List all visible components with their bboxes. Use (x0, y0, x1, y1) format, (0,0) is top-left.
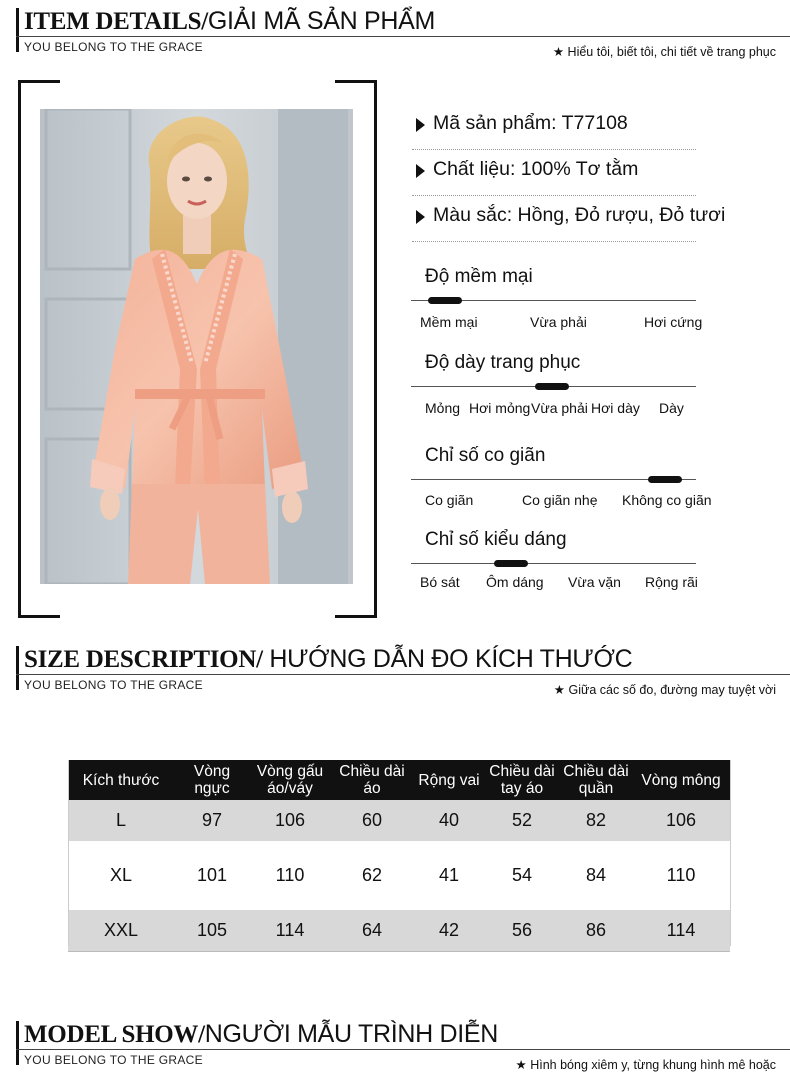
frame-bracket-left (18, 80, 21, 618)
table-cell: 106 (250, 800, 330, 841)
header-bar (16, 646, 19, 690)
header-rule (16, 674, 790, 675)
frame-bracket-right-top (335, 80, 377, 83)
item-details-title: ITEM DETAILS/GIẢI MÃ SẢN PHẨM (24, 7, 436, 35)
dotted-divider (412, 195, 696, 196)
table-cell: 84 (560, 841, 632, 910)
model-show-note: ★ Hình bóng xiêm y, từng khung hình mê hoặc (515, 1058, 776, 1072)
table-cell: 62 (330, 841, 414, 910)
product-code-row (412, 110, 696, 150)
size-table (68, 760, 730, 952)
stretch-indicator (648, 476, 682, 483)
table-cell: 97 (174, 800, 250, 841)
thickness-option: Mỏng (425, 400, 461, 416)
fit-label: Chỉ số kiểu dáng (425, 529, 567, 550)
table-cell: 42 (414, 910, 484, 952)
dotted-divider (412, 241, 696, 242)
thickness-option: Dày (659, 400, 684, 416)
thickness-option: Hơi mỏng (469, 400, 531, 416)
header-rule (16, 36, 790, 37)
header-rule (16, 1049, 790, 1050)
table-cell: XL (68, 841, 174, 910)
item-details-tagline: YOU BELONG TO THE GRACE (24, 40, 203, 54)
softness-option: Hơi cứng (644, 314, 703, 330)
frame-bracket-right (374, 80, 377, 618)
fit-scale (411, 527, 701, 597)
column-header: Chiều dài tay áo (484, 760, 560, 800)
model-illustration (40, 109, 353, 584)
stretch-label: Chỉ số co giãn (425, 445, 546, 466)
item-details-note: ★ Hiểu tôi, biết tôi, chi tiết về trang phục (552, 45, 776, 59)
column-header: Chiều dài quần (560, 760, 632, 800)
table-row (68, 910, 730, 952)
column-header: Kích thước (68, 760, 174, 800)
column-header: Vòng mông (632, 760, 730, 800)
thickness-indicator (535, 383, 569, 390)
fit-indicator (494, 560, 528, 567)
triangle-bullet-icon (416, 164, 425, 178)
table-cell: 114 (250, 910, 330, 952)
softness-label: Độ mềm mại (425, 266, 533, 287)
table-cell: 110 (632, 841, 730, 910)
frame-bracket-right-bottom (335, 615, 377, 618)
product-colors-row (412, 202, 726, 242)
table-cell: 56 (484, 910, 560, 952)
column-header: Vòng gấu áo/váy (250, 760, 330, 800)
item-details-header (16, 6, 790, 62)
fit-option: Ôm dáng (486, 574, 544, 590)
stretch-scale (411, 443, 712, 513)
header-bar (16, 1021, 19, 1065)
stretch-option: Co giãn nhẹ (522, 492, 598, 508)
frame-bracket-left-top (18, 80, 60, 83)
table-cell: 114 (632, 910, 730, 952)
column-header: Chiều dài áo (330, 760, 414, 800)
model-show-tagline: YOU BELONG TO THE GRACE (24, 1053, 203, 1067)
scale-line (411, 563, 696, 564)
table-cell: 64 (330, 910, 414, 952)
table-header-row (68, 760, 730, 800)
triangle-bullet-icon (416, 210, 425, 224)
table-cell: 60 (330, 800, 414, 841)
stretch-option: Không co giãn (622, 492, 712, 508)
triangle-bullet-icon (416, 118, 425, 132)
table-row (68, 841, 730, 910)
table-cell: 41 (414, 841, 484, 910)
size-description-header (16, 644, 790, 700)
table-cell: 110 (250, 841, 330, 910)
header-bar (16, 8, 19, 52)
product-material-row (412, 156, 696, 196)
table-cell: L (68, 800, 174, 841)
column-header: Rộng vai (414, 760, 484, 800)
fit-option: Vừa vặn (568, 574, 621, 590)
fit-option: Rộng rãi (645, 574, 698, 590)
softness-indicator (428, 297, 462, 304)
table-row (68, 800, 730, 841)
table-cell: 101 (174, 841, 250, 910)
size-description-note: ★ Giữa các số đo, đường may tuyệt vời (553, 683, 776, 697)
thickness-label: Độ dày trang phục (425, 352, 581, 373)
table-cell: 82 (560, 800, 632, 841)
softness-option: Mềm mại (420, 314, 478, 330)
table-cell: 54 (484, 841, 560, 910)
table-cell: 52 (484, 800, 560, 841)
product-material: Chất liệu: 100% Tơ tằm (433, 158, 639, 180)
product-code: Mã sản phẩm: T77108 (433, 112, 628, 134)
model-show-title: MODEL SHOW/NGƯỜI MẪU TRÌNH DIỄN (24, 1020, 499, 1048)
thickness-option: Vừa phải (531, 400, 588, 416)
table-cell: 86 (560, 910, 632, 952)
fit-option: Bó sát (420, 574, 460, 590)
table-cell: XXL (68, 910, 174, 952)
table-cell: 105 (174, 910, 250, 952)
table-cell: 106 (632, 800, 730, 841)
softness-option: Vừa phải (530, 314, 587, 330)
product-colors: Màu sắc: Hồng, Đỏ rượu, Đỏ tươi (433, 204, 726, 226)
size-description-tagline: YOU BELONG TO THE GRACE (24, 678, 203, 692)
thickness-option: Hơi dày (591, 400, 640, 416)
size-description-title: SIZE DESCRIPTION/ HƯỚNG DẪN ĐO KÍCH THƯỚC (24, 645, 633, 673)
table-cell: 40 (414, 800, 484, 841)
model-show-header (16, 1019, 790, 1075)
thickness-scale (411, 350, 701, 420)
stretch-option: Co giãn (425, 492, 474, 508)
frame-bracket-left-bottom (18, 615, 60, 618)
dotted-divider (412, 149, 696, 150)
column-header: Vòng ngực (174, 760, 250, 800)
softness-scale (411, 264, 701, 334)
product-photo (40, 109, 353, 584)
